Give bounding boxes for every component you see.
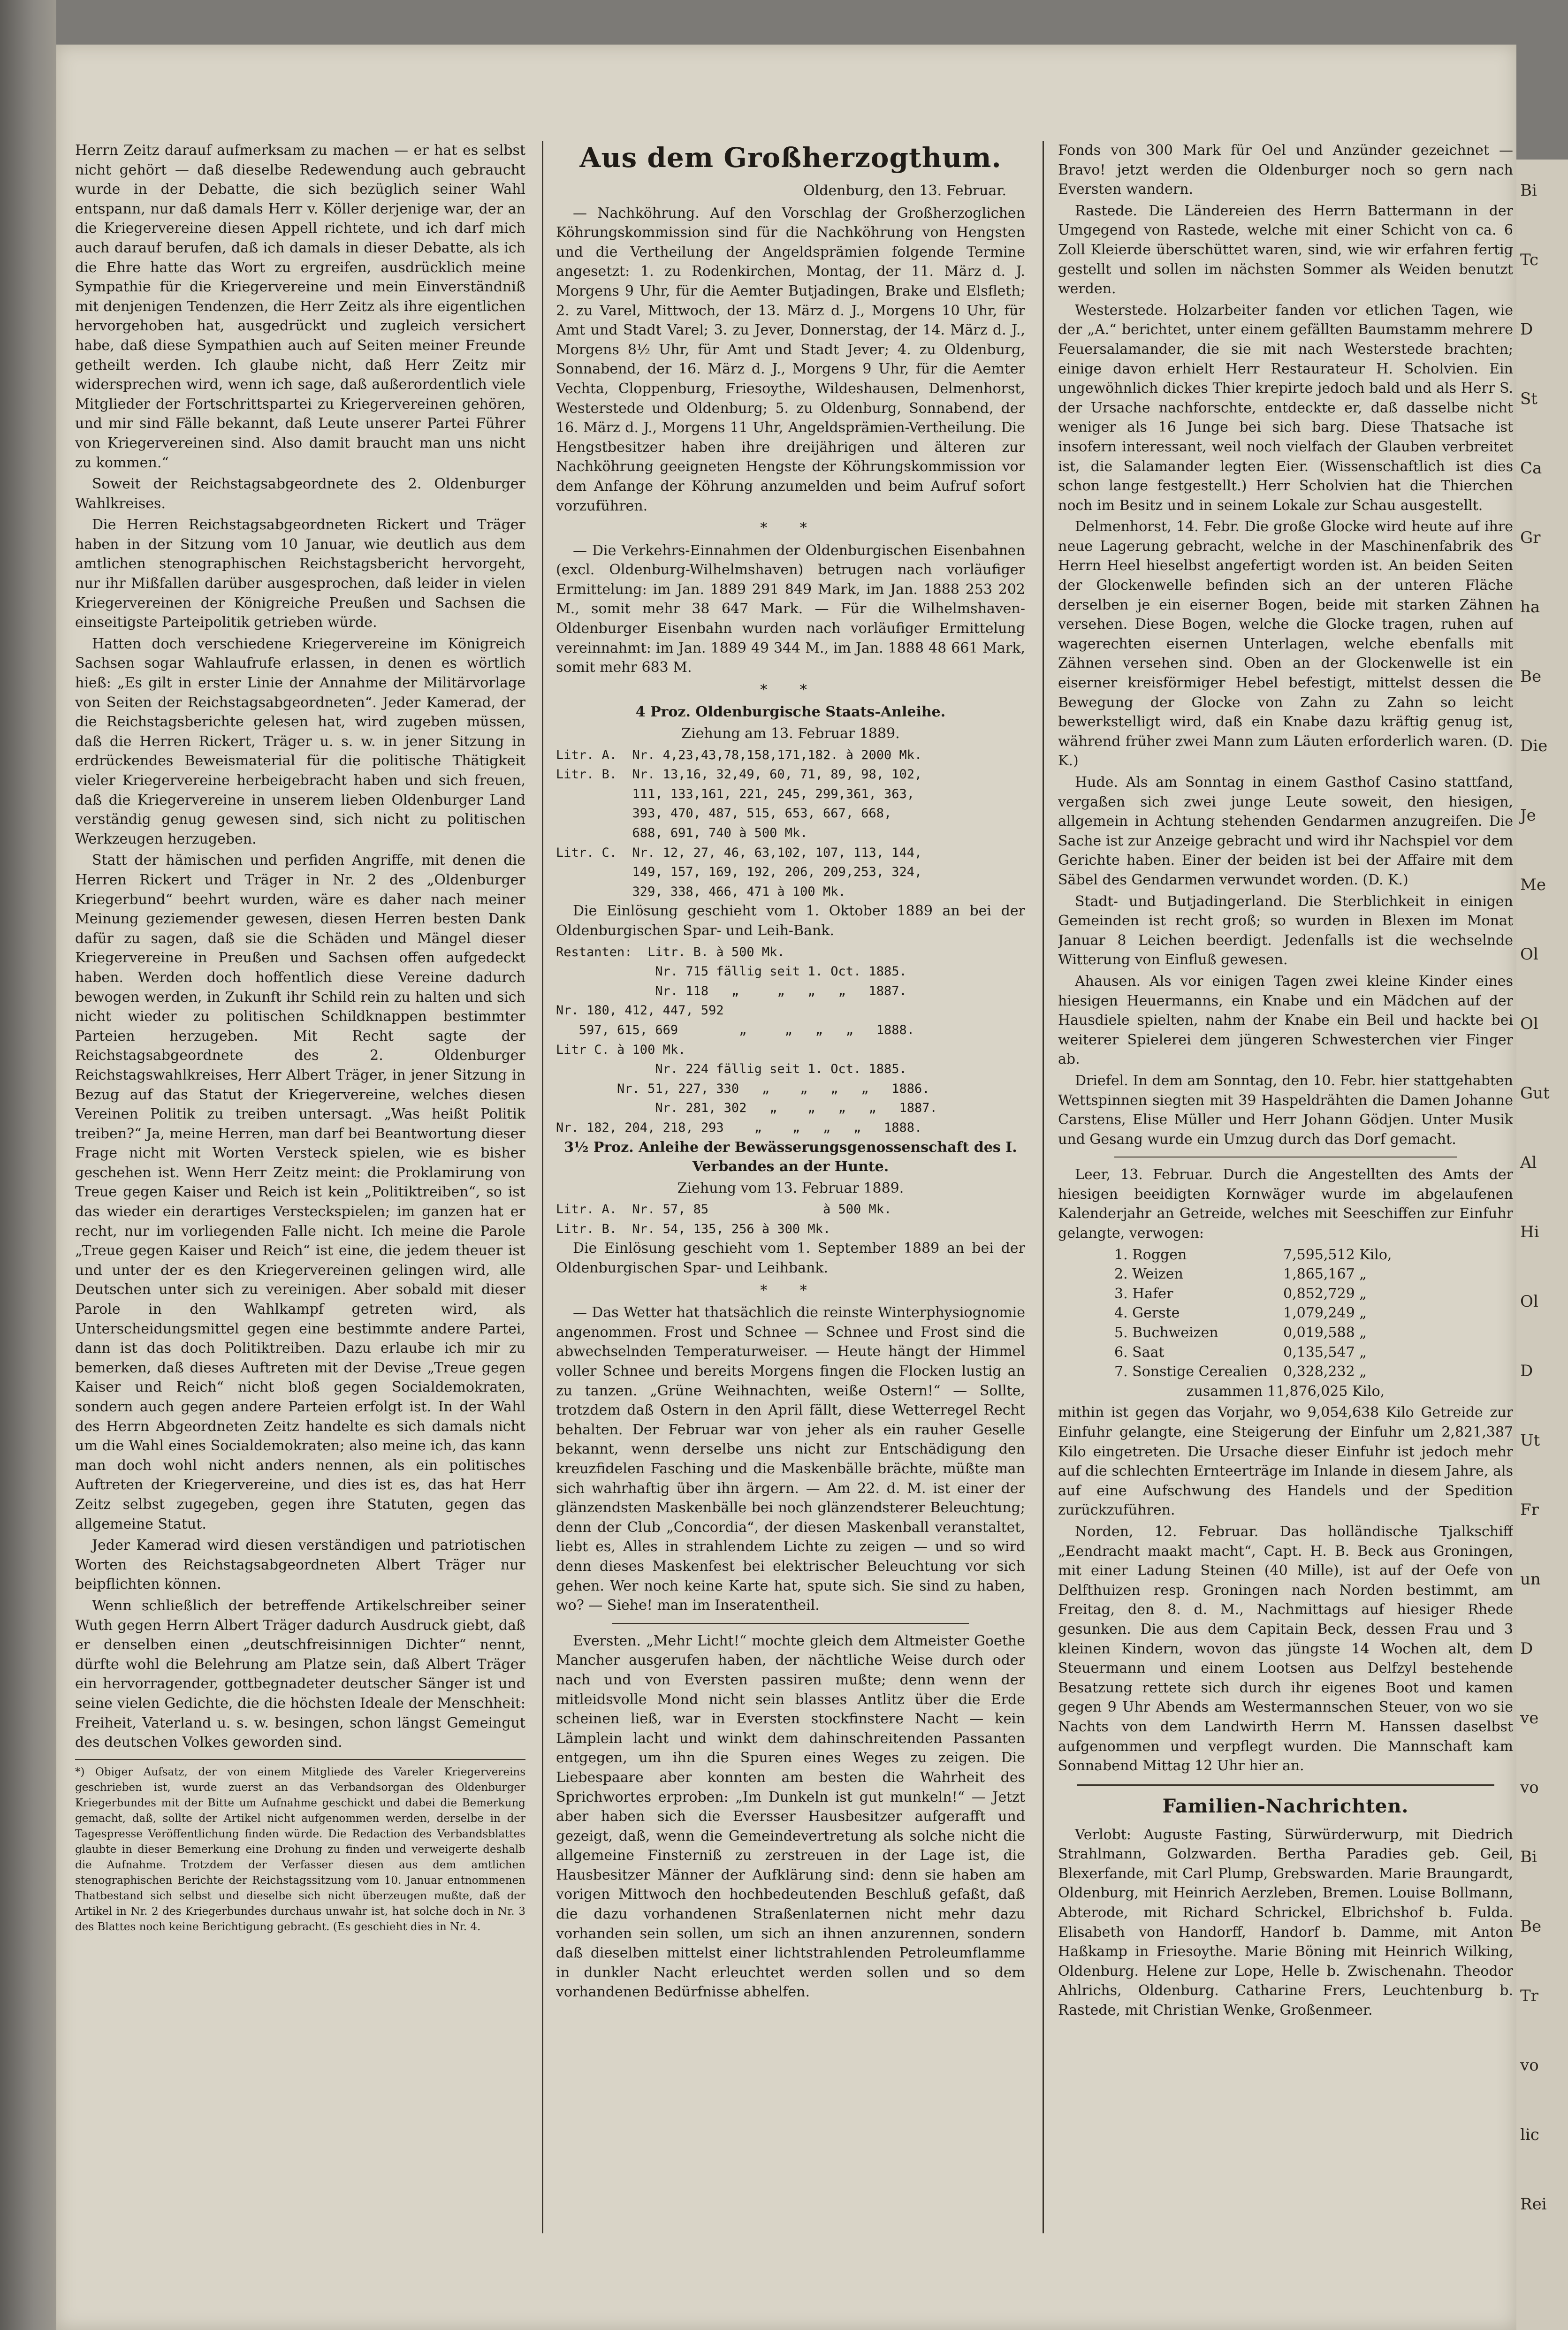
grain-name: 5. Buchweizen <box>1114 1325 1218 1341</box>
adjacent-page-fragment: ve <box>1520 1709 1539 1728</box>
adjacent-page-fragment: D <box>1520 1362 1533 1380</box>
grain-name: 4. Gerste <box>1114 1305 1180 1322</box>
news-item-wetter: — Das Wetter hat thatsächlich die reinste Winterphysiognomie angenommen. Frost und Schnee — Schnee und Frost sind die abwechselnden Temperaturweiser. — Heute hängt der Himmel voller Schnee und bereits Morgens fingen die Flocken lustig an zu tanzen. „Grüne Weihnachten, weiße Ostern!“ — Sollte, trotzdem daß Ostern in den April fällt, diese Wetterregel Recht behalten. Der Februar war von jeher als ein rauher Geselle bekannt, wenn derselbe uns nicht zur Entschädigung den kreuzfidelen Fasching und die Maskenbälle brächte, müßte man sich wahrhaftig über ihn ärgern. — Am 22. d. M. ist einer der glänzendsten Maskenbälle bei noch glänzendsterer Beleuchtung; denn der Club „Concordia“, der diesen Maskenball veranstaltet, liebt es, Alles in strahlendem Lichte zu zeigen — und so wird denn dieses Maskenfest bei elektrischer Beleuchtung vor sich gehen. Wer noch keine Karte hat, spute sich. Sie sind zu haben, wo? — Siehe! man im Inseratentheil. <box>556 1304 1025 1614</box>
adjacent-page-fragment: D <box>1520 1639 1533 1658</box>
dateline: Oldenburg, den 13. Februar. <box>803 183 1006 199</box>
column-rule-1 <box>542 141 543 2233</box>
news-item-ahausen: Ahausen. Als vor einigen Tagen zwei kleine Kinder eines hiesigen Heuermanns, ein Knabe und ein Mädchen auf der Hausdiele spielten, nahm der Knabe ein Beil und hackte bei weiterer Spielerei dem jüngeren Schwesterchen vier Finger ab. <box>1058 973 1513 1068</box>
book-binding-gutter <box>0 0 56 2330</box>
adjacent-page-fragment: Bi <box>1520 181 1537 200</box>
adjacent-page-fragment: Be <box>1520 1917 1542 1936</box>
adjacent-page-fragment: Je <box>1520 806 1536 825</box>
adjacent-page-fragment: Fr <box>1520 1500 1539 1519</box>
family-news-heading: Familien-Nachrichten. <box>1162 1795 1409 1817</box>
redemption-note: Die Einlösung geschieht vom 1. Oktober 1889 an bei der Oldenburgischen Spar- und Leih-Bank. <box>556 903 1025 939</box>
drawing-list-b: Litr. B. Nr. 13,16, 32,49, 60, 71, 89, 98, 102, 111, 133,161, 221, 245, 299,361, 363, 393, 470, 487, 515, 653, 667, 668, 688, 691, 740 à 500 Mk. <box>556 767 922 840</box>
news-item-leer-cont: mithin ist gegen das Vorjahr, wo 9,054,638 Kilo Getreide zur Einfuhr gelangte, eine Steigerung der Einfuhr um 2,821,387 Kilo eingetreten. Die Ursache dieser Einfuhr ist jedoch mehr auf die schlechten Ernteerträge im Inlande in diesem Jahre, als auf eine Aufschwung des Handels und der Spedition zurückzuführen. <box>1058 1404 1513 1519</box>
article-paragraph: Hatten doch verschiedene Kriegervereine im Königreich Sachsen sogar Wahlaufrufe erlassen, in denen es wörtlich hieß: „Es gilt in erster Linie der Annahme der Militärvorlage von Seiten der Reichstagsabgeordneten“. Jeder Kamerad, der die Reichstagsberichte gelesen hat, wird zugeben müssen, daß die Herren Rickert, Träger u. s. w. in jener Sitzung in erdrückendes Beweismaterial für die politische Thätigkeit vieler Kriegervereine herbeigebracht haben und sich freuen, daß die Kriegervereine in unserem lieben Oldenburger Land verständig genug gewesen sind, sich nicht zu politischen Werkzeugen herzugeben. <box>75 635 525 847</box>
adjacent-page-fragment: Ol <box>1520 1292 1538 1311</box>
grain-row <box>1114 1264 1513 1284</box>
column-left <box>75 141 525 2238</box>
anleihe-title: 4 Proz. Oldenburgische Staats-Anleihe. <box>635 704 946 721</box>
column-right <box>1058 141 1513 2238</box>
grain-weight: 0,852,729 „ <box>1283 1285 1367 1302</box>
adjacent-page-fragment: Die <box>1520 737 1548 755</box>
article-paragraph: Wenn schließlich der betreffende Artikelschreiber seiner Wuth gegen Herrn Albert Träger dadurch Ausdruck giebt, daß er denselben einen „deutschfreisinnigen Dichter“ nennt, dürfte wohl die Belehrung am Platze sein, daß Albert Träger ein hervorragender, gottbegnadeter deutscher Sänger ist und seine vielen Gedichte, die die höchsten Ideale der Menschheit: Freiheit, Vaterland u. s. w. besingen, schon längst Gemeingut des deutschen Volkes geworden sind. <box>75 1597 525 1751</box>
adjacent-page-fragment: Ol <box>1520 1014 1538 1033</box>
grain-table <box>1114 1245 1513 1382</box>
grain-total: zusammen 11,876,025 Kilo, <box>1186 1383 1385 1400</box>
grain-row <box>1114 1284 1513 1304</box>
grain-row <box>1114 1323 1513 1343</box>
adjacent-page-fragment: Tr <box>1520 1987 1538 2005</box>
divider <box>1077 1784 1494 1786</box>
grain-name: 2. Weizen <box>1114 1266 1183 1283</box>
adjacent-page-fragment: Ol <box>1520 945 1538 964</box>
adjacent-page-fragment: vo <box>1520 2056 1539 2075</box>
adjacent-page-fragment: Ca <box>1520 459 1542 478</box>
adjacent-page-fragment: ha <box>1520 598 1540 617</box>
redemption-note: Die Einlösung geschieht vom 1. September 1889 an bei der Oldenburgischen Spar- und Leihbank. <box>556 1240 1025 1277</box>
bewaesserung-title: 3½ Proz. Anleihe der Bewässerungsgenossenschaft des I. Verbandes an der Hunte. <box>564 1139 1017 1175</box>
divider <box>612 1623 969 1624</box>
grain-weight: 1,865,167 „ <box>1283 1266 1367 1283</box>
grain-row <box>1114 1343 1513 1363</box>
adjacent-page-fragment: Be <box>1520 667 1542 686</box>
bewaesserung-date: Ziehung vom 13. Februar 1889. <box>677 1180 904 1196</box>
drawing-list-c: Litr. C. Nr. 12, 27, 46, 63,102, 107, 113, 144, 149, 157, 169, 192, 206, 209,253, 324, 329, 338, 466, 471 à 100 Mk. <box>556 845 922 899</box>
grain-name: 3. Hafer <box>1114 1285 1173 1302</box>
grain-weight: 7,595,512 Kilo, <box>1283 1246 1392 1263</box>
drawing-list-a: Litr. A. Nr. 4,23,43,78,158,171,182. à 2000 Mk. <box>556 747 922 762</box>
separator-stars: * * <box>760 520 821 537</box>
grain-name: 6. Saat <box>1114 1344 1165 1361</box>
adjacent-page-fragment: Bi <box>1520 1848 1537 1866</box>
article-paragraph: Die Herren Reichstagsabgeordneten Rickert und Träger haben in der Sitzung vom 10 Januar, wie deutlich aus dem amtlichen stenographischen Reichstagsbericht hervorgeht, nur ihr Mißfallen darüber ausgesprochen, daß leider in vielen Kriegervereinen der Königreiche Preußen und Sachsen die einseitigste Parteipolitik getrieben würde. <box>75 517 525 631</box>
adjacent-page-edge <box>1516 160 1568 2330</box>
news-item-delmenhorst: Delmenhorst, 14. Febr. Die große Glocke wird heute auf ihre neue Lagerung gebracht, welche in der Maschinenfabrik des Herrn Heel hieselbst angefertigt worden ist. An beiden Seiten der Glockenwelle befinden sich an der unteren Fläche derselben je ein eiserner Bogen, beide mit starken Zähnen versehen. Diese Bogen, welche die Glocke tragen, ruhen auf wagerechten eisernen Unterlagen, welche ebenfalls mit Zähnen versehen sind. Oben an der Glockenwelle ist ein eiserner kreisförmiger Hebel befestigt, mittelst dessen die Bewegung der Glocke von Zahn zu Zahn so leicht bewerkstelligt wird, daß ein Knabe dazu kräftig genug ist, während früher zwei Mann zum Läuten erforderlich waren. (D. K.) <box>1058 518 1513 769</box>
article-paragraph: Jeder Kamerad wird diesen verständigen und patriotischen Worten des Reichstagsabgeordneten Albert Träger nur beipflichten können. <box>75 1537 525 1593</box>
grain-weight: 0,328,232 „ <box>1283 1363 1367 1380</box>
restanten-list: Restanten: Litr. B. à 500 Mk. Nr. 715 fällig seit 1. Oct. 1885. Nr. 118 „ „ „ „ 1887. Nr. 180, 412, 447, 592 597, 615, 669 „ „ „ „ 1888. Litr C. à 100 Mk. Nr. 224 fällig seit 1. Oct. 1885. Nr. 51, 227, 330 „ „ „ „ 1886. Nr. 281, 302 „ „ „ „ 1887. Nr. 182, 204, 218, 293 „ „ „ „ 1888. <box>556 944 937 1135</box>
adjacent-page-fragment: vo <box>1520 1778 1539 1797</box>
family-news-verlobt: Verlobt: Auguste Fasting, Sürwürderwurp, mit Diedrich Strahlmann, Golzwarden. Bertha Paradies geb. Geil, Blexerfande, mit Carl Plump, Grebswarden. Marie Braungardt, Oldenburg, mit Heinrich Aerzleben, Bremen. Louise Bollmann, Abterode, mit Richard Schrickel, Elbrichshof b. Fulda. Elisabeth von Handorff, Handorf b. Damme, mit Anton Haßkamp in Friesoythe. Marie Böning mit Heinrich Wilking, Oldenburg. Helene zur Lope, Helle b. Zwischenahn. Theodor Ahlrichs, Oldenburg. Catharine Frers, Leuchtenburg b. Rastede, mit Christian Wenke, Großenmeer. <box>1058 1826 1513 2019</box>
adjacent-page-fragment: Me <box>1520 876 1546 894</box>
adjacent-page-fragment: un <box>1520 1570 1541 1589</box>
grain-weight: 0,135,547 „ <box>1283 1344 1367 1361</box>
news-item-driefel: Driefel. In dem am Sonntag, den 10. Febr. hier stattgehabten Wettspinnen siegten mit 39 Haspeldrähten die Damen Johanne Carstens, Elise Müller und Herr Johann Gödjen. Unter Musik und Gesang wurde ein Umzug durch das Dorf gemacht. <box>1058 1072 1513 1148</box>
news-item-stadland: Stadt- und Butjadingerland. Die Sterblichkeit in einigen Gemeinden ist recht groß; so wurden in Blexen im Monat Januar 8 Leichen beerdigt. Jedenfalls ist die wechselnde Witterung von Einfluß gewesen. <box>1058 893 1513 968</box>
adjacent-page-fragment: Gr <box>1520 528 1541 547</box>
grain-row <box>1114 1245 1513 1265</box>
anleihe-date: Ziehung am 13. Februar 1889. <box>681 725 900 742</box>
grain-row <box>1114 1303 1513 1323</box>
news-item-continued: Fonds von 300 Mark für Oel und Anzünder gezeichnet — Bravo! jetzt werden die Oldenburger noch so gern nach Eversten wandern. <box>1058 142 1513 198</box>
grain-name: 1. Roggen <box>1114 1246 1187 1263</box>
news-item-nachkoehrung: — Nachköhrung. Auf den Vorschlag der Großherzoglichen Köhrungskommission sind für die Nachköhrung von Hengsten und die Vertheilung der Angeldsprämien folgende Termine angesetzt: 1. zu Rodenkirchen, Montag, der 11. März d. J. Morgens 9 Uhr, für die Aemter Butjadingen, Brake und Elsfleth; 2. zu Varel, Mittwoch, der 13. März d. J., Morgens 10 Uhr, für Amt und Stadt Varel; 3. zu Jever, Donnerstag, der 14. März d. J., Morgens 8½ Uhr, für Amt und Stadt Jever; 4. zu Oldenburg, Sonnabend, der 16. März d. J., Morgens 9 Uhr, für die Aemter Vechta, Cloppenburg, Friesoythe, Wildeshausen, Delmenhorst, Westerstede und Oldenburg; 5. zu Oldenburg, Sonnabend, der 16. März d. J., Morgens 11 Uhr, Angeldsprämien-Vertheilung. Die Hengstbesitzer haben ihre dreijährigen und älteren zur Nachköhrung geeigneten Hengste der Köhrungskommission vor dem Anfange der Köhrung anzumelden und beim Aufruf sofort vorzuführen. <box>556 205 1025 514</box>
grain-weight: 1,079,249 „ <box>1283 1305 1367 1322</box>
article-paragraph: Soweit der Reichstagsabgeordnete des 2. Oldenburger Wahlkreises. <box>75 476 525 512</box>
adjacent-page-fragment: Hi <box>1520 1223 1539 1241</box>
column-middle <box>556 141 1025 2238</box>
adjacent-page-fragment: St <box>1520 389 1538 408</box>
footnote: *) Obiger Aufsatz, der von einem Mitgliede des Vareler Kriegervereins geschrieben ist, wurde zuerst an das Verbandsorgan des Oldenburger Kriegerbundes mit der Bitte um Aufnahme geschickt und dabei die Bemerkung gemacht, daß, sollte der Artikel nicht aufgenommen werden, derselbe in der Tagespresse Veröffentlichung finden würde. Die Redaction des Verbandsblattes glaubte in dieser Bemerkung eine Drohung zu finden und verweigerte deshalb die Aufnahme. Trotzdem der Verfasser diesen aus dem amtlichen stenographischen Berichte der Reichstagssitzung vom 10. Januar entnommenen Thatbestand sich selbst und dieselbe sich nicht überzeugen mußte, daß der Artikel in Nr. 2 des Kriegerbundes durchaus unwahr ist, hat solche doch in Nr. 3 des Blattes noch keine Berichtigung gebracht. (Es geschieht dies in Nr. 4. <box>75 1759 525 1935</box>
separator-stars: * * <box>760 681 821 698</box>
bewaesserung-list: Litr. A. Nr. 57, 85 à 500 Mk. Litr. B. Nr. 54, 135, 256 à 300 Mk. <box>556 1202 892 1236</box>
section-heading: Aus dem Großherzogthum. <box>579 142 1002 174</box>
article-paragraph: Statt der hämischen und perfiden Angriffe, mit denen die Herren Rickert und Träger in Nr. 2 des „Oldenburger Kriegerbund“ beehrt wurden, wäre es daher nach meiner Meinung geziemender gewesen, diesen Herren besten Dank dafür zu sagen, daß sie die Schäden und Mängel dieser Kriegervereine in Preußen und Sachsen offen aufgedeckt haben. Werden doch hoffentlich diese Vereine dadurch bewogen werden, in Zukunft ihr Schild rein zu halten und sich nicht wieder zu politischen Schildknappen bestimmter Parteien herzugeben. Mit Recht sagte der Reichstagsabgeordnete des 2. Oldenburger Reichstagswahlkreises, Herr Albert Träger, in jener Sitzung in Bezug auf das Statut der Kriegervereine, welches diesen Vereinen Politik zu treiben untersagt. „Was heißt Politik treiben?“ Ja, meine Herren, man darf bei Beantwortung dieser Frage nicht mit Worten Versteck spielen, wie es bisher geschehen ist. Wenn Herr Zeitz meint: die Proklamirung von Treue gegen Kaiser und Reich ist kein „Politiktreiben“, so ist das wieder ein derartiges Versteckspielen; im ganzen hat er recht, nur im vorliegenden Falle nicht. Ich meine die Parole „Treue gegen Kaiser und Reich“ ist eine, die jedem theuer ist und unter der es den Kriegervereinen gelingen wird, alle Deutschen unter sich zu vereinigen. Aber sobald mit dieser Parole in den Wahlkampf getreten wird, als Unterscheidungsmittel gegen eine bestimmte andere Partei, dann ist das doch Politiktreiben. Dazu erlaube ich mir zu bemerken, daß dieses Auftreten mit der Devise „Treue gegen Kaiser und Reich“ nicht bloß gegen Socialdemokraten, sondern auch gegen andere Parteien erfolgt ist. In der Wahl des Herrn Abgeordneten Zeitz handelte es sich damals nicht um die Wahl eines Socialdemokraten; also meine ich, das kann man doch wohl nicht anders nennen, als ein politisches Auftreten der Kriegervereine, und dies ist es, das hat Herr Zeitz selbst zugegeben, gegen ihre Statuten, gegen das allgemeine Statut. <box>75 852 525 1532</box>
grain-name: 7. Sonstige Cerealien <box>1114 1363 1268 1380</box>
news-item-verkehr: — Die Verkehrs-Einnahmen der Oldenburgischen Eisenbahnen (excl. Oldenburg-Wilhelmshaven) betrugen nach vorläufiger Ermittelung: im Jan. 1889 291 849 Mark, im Jan. 1888 253 202 M., somit mehr 38 647 Mark. — Für die Wilhelmshaven-Oldenburger Eisenbahn wurden nach vorläufiger Ermittelung vereinnahmt: im Jan. 1889 49 344 M., im Jan. 1888 48 661 Mark, somit mehr 683 M. <box>556 542 1025 676</box>
adjacent-page-fragment: D <box>1520 320 1533 339</box>
article-paragraph: Herrn Zeitz darauf aufmerksam zu machen — er hat es selbst nicht gehört — daß dieselbe Redewendung auch gebraucht wurde in der Debatte, die sich bezüglich seiner Wahl entspann, nur daß damals Herr v. Köller derjenige war, der an die Kriegervereine diesen Appell richtete, und ich darf mich auch darauf berufen, daß ich damals in dieser Debatte, als ich die Ehre hatte das Wort zu ergreifen, ausdrücklich meine Sympathie für die Kriegervereine und mein Einverständniß mit denjenigen Tendenzen, die Herr Zeitz als ihre eigentlichen hervorgehoben hat, ausgedrückt und zugleich versichert habe, daß diese Sympathien auch auf Seiten meiner Freunde getheilt werden. Ich glaube nicht, daß Herr Zeitz mir widersprechen wird, wenn ich sage, daß außerordentlich viele Mitglieder der Fortschrittspartei zu Kriegervereinen gehören, und mir sind Fälle bekannt, daß Leute unserer Partei Führer von Kriegervereinen sind. Also damit braucht man uns nicht zu kommen.“ <box>75 142 525 471</box>
adjacent-page-fragment: lic <box>1520 2125 1539 2144</box>
adjacent-page-fragment: Ut <box>1520 1431 1540 1450</box>
news-item-westerstede: Westerstede. Holzarbeiter fanden vor etlichen Tagen, wie der „A.“ berichtet, unter einem gefällten Baumstamm mehrere Feuersalamander, die sie mit nach Westerstede brachten; einige davon erhielt Herr Restaurateur H. Scholvien. Ein ungewöhnlich dickes Thier krepirte jedoch bald und als Herr S. der Ursache nachforschte, entdeckte er, daß dasselbe nicht weniger als 16 Junge bei sich barg. Diese Thatsache ist insofern interessant, weil noch vielfach der Glauben verbreitet ist, die Salamander legten Eier. (Wissenschaftlich ist dies schon lange festgestellt.) Herr Scholvien hat die Thierchen noch im Besitz und in seinem Lokale zur Schau ausgestellt. <box>1058 302 1513 514</box>
separator-stars: * * <box>760 1282 821 1299</box>
news-item-norden: Norden, 12. Februar. Das holländische Tjalkschiff „Eendracht maakt macht“, Capt. H. B. Beck aus Groningen, mit einer Ladung Steinen (40 Mille), ist auf der Oefe von Delfthuizen resp. Groningen nach Norden bestimmt, am Freitag, den 8. d. M., Nachmittags auf hiesiger Rhede gesunken. Die aus dem Capitain Beck, dessen Frau und 3 kleinen Kindern, wovon das jüngste 14 Wochen alt, dem Steuermann und einem Lootsen aus Delfzyl bestehende Besatzung rettete sich durch ihr eigenes Boot und kamen gegen 9 Uhr Abends am Westermannschen Steuer, von wo sie Nachts von dem Landwirth Herrn M. Hanssen daselbst aufgenommen und verpflegt wurden. Die Mannschaft kam Sonnabend Mittag 12 Uhr hier an. <box>1058 1523 1513 1774</box>
grain-row <box>1114 1362 1513 1382</box>
grain-weight: 0,019,588 „ <box>1283 1325 1367 1341</box>
adjacent-page-fragment: Al <box>1520 1153 1537 1172</box>
adjacent-page-fragment: Rei <box>1520 2195 1547 2214</box>
news-item-leer: Leer, 13. Februar. Durch die Angestellten des Amts der hiesigen beeidigten Kornwäger wurde im abgelaufenen Kalenderjahr an Getreide, welches mit Seeschiffen zur Einfuhr gelangte, verwogen: <box>1058 1166 1513 1242</box>
news-item-rastede: Rastede. Die Ländereien des Herrn Battermann in der Umgegend von Rastede, welche mit einer Schicht von ca. 6 Zoll Kleierde überschüttet waren, sind, wie wir erfahren fertig gestellt und sollen im nächsten Sommer als Weiden benutzt werden. <box>1058 202 1513 297</box>
column-rule-2 <box>1043 141 1044 2233</box>
adjacent-page-fragment: Gut <box>1520 1084 1550 1103</box>
adjacent-page-fragment: Tc <box>1520 251 1539 269</box>
news-item-eversten: Eversten. „Mehr Licht!“ mochte gleich dem Altmeister Goethe Mancher ausgerufen haben, der nächtliche Weise durch oder nach und von Eversten passiren mußte; denn wenn der mitleidsvolle Mond nicht sein blasses Antlitz über die Erde scheinen ließ, war in Eversten stockfinstere Nacht — kein Lämplein lacht und winkt dem dahinschreitenden Passanten entgegen, um ihn die Spuren eines Weges zu zeigen. Die Liebespaare aber konnten am besten die Wahrheit des Sprichwortes erproben: „Im Dunkeln ist gut munkeln!“ — Jetzt aber haben sich die Eversser Hausbesitzer aufgerafft und gezeigt, daß, wenn die Gemeindevertretung als solche nicht die allgemeine Finsterniß zu zerstreuen in der Lage ist, die Hausbesitzer Männer der Aufklärung sind: denn sie haben am vorigen Mittwoch den hochbedeutenden Beschluß gefaßt, daß die dazu vorhandenen Straßenlaternen nicht mehr dazu vorhanden sein sollen, um sich an ihnen anzurennen, sondern daß dieselben mittelst einer lichtstrahlenden Petroleumflamme in dunkler Nacht erleuchtet werden sollen und so dem vorhandenen Bedürfnisse abhelfen. <box>556 1632 1025 2001</box>
news-item-hude: Hude. Als am Sonntag in einem Gasthof Casino stattfand, vergaßen sich zwei junge Leute soweit, den hiesigen, allgemein in Achtung stehenden Gendarmen anzugreifen. Die Sache ist zur Anzeige gebracht und wird ihr Nachspiel vor dem Gerichte haben. Einer der beiden ist bei der Affaire mit dem Säbel des Gendarmen verwundet worden. (D. K.) <box>1058 774 1513 888</box>
